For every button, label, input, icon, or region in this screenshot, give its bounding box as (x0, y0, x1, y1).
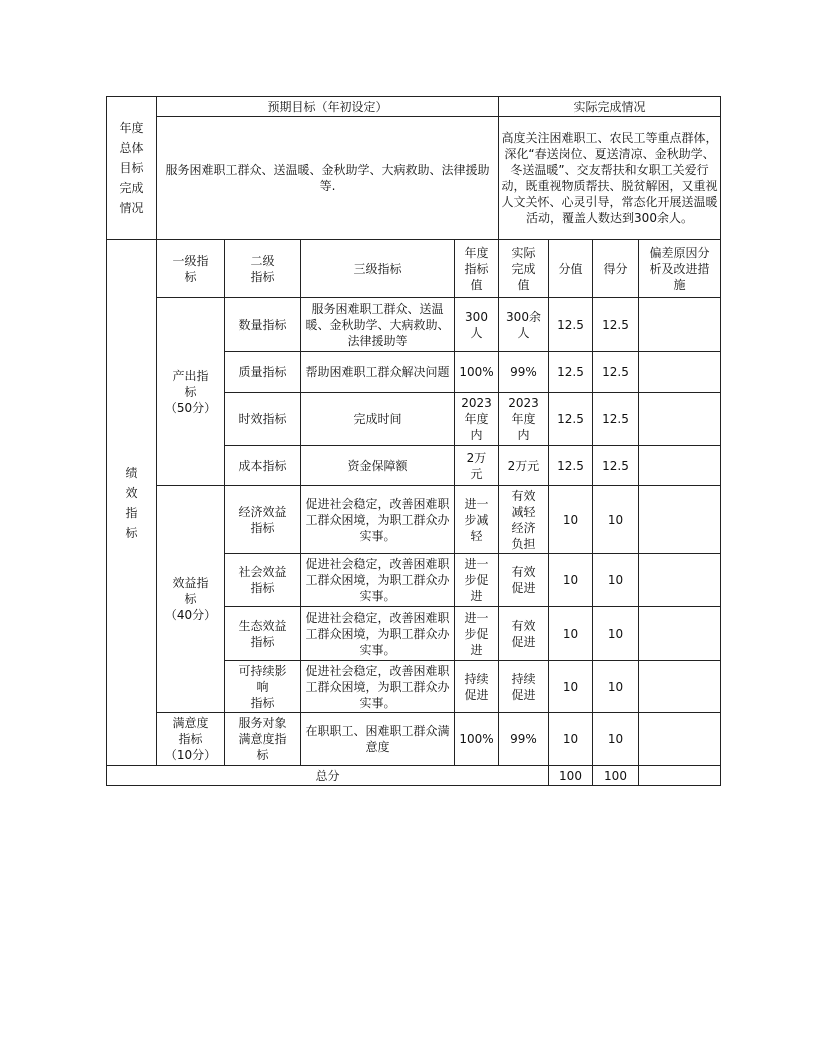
target-cell: 2万 元 (455, 446, 499, 486)
target-cell: 进一 步促 进 (455, 554, 499, 607)
got-cell: 10 (593, 661, 639, 713)
actual-cell: 持续 促进 (499, 661, 549, 713)
level2-cell: 成本指标 (225, 446, 301, 486)
target-cell: 持续 促进 (455, 661, 499, 713)
note-cell (639, 298, 721, 352)
expected-goal-header: 预期目标（年初设定） (157, 97, 499, 117)
level3-cell: 完成时间 (301, 393, 455, 446)
column-header: 得分 (593, 240, 639, 298)
group-label-satisfaction: 满意度 指标 （10分） (157, 713, 225, 766)
actual-cell: 99% (499, 713, 549, 766)
level2-cell: 社会效益 指标 (225, 554, 301, 607)
level2-cell: 可持续影 响 指标 (225, 661, 301, 713)
level3-cell: 资金保障额 (301, 446, 455, 486)
got-cell: 10 (593, 713, 639, 766)
total-score: 100 (549, 766, 593, 786)
score-cell: 10 (549, 713, 593, 766)
got-cell: 10 (593, 607, 639, 661)
total-note (639, 766, 721, 786)
actual-cell: 2023 年度 内 (499, 393, 549, 446)
note-cell (639, 446, 721, 486)
level2-cell: 生态效益 指标 (225, 607, 301, 661)
score-cell: 12.5 (549, 352, 593, 393)
group-label-benefit: 效益指 标 （40分） (157, 486, 225, 713)
column-header: 二级 指标 (225, 240, 301, 298)
table-row (107, 298, 721, 352)
level2-cell: 数量指标 (225, 298, 301, 352)
note-cell (639, 607, 721, 661)
target-cell: 进一 步促 进 (455, 607, 499, 661)
section-label: 绩 效 指 标 (107, 240, 157, 766)
level3-cell: 促进社会稳定，改善困难职工群众困境，为职工群众办实事。 (301, 486, 455, 554)
note-cell (639, 713, 721, 766)
actual-completion-header: 实际完成情况 (499, 97, 721, 117)
column-header: 偏差原因分 析及改进措 施 (639, 240, 721, 298)
got-cell: 12.5 (593, 393, 639, 446)
actual-cell: 有效 促进 (499, 554, 549, 607)
score-cell: 12.5 (549, 393, 593, 446)
target-cell: 300 人 (455, 298, 499, 352)
level2-cell: 经济效益 指标 (225, 486, 301, 554)
actual-completion-text: 高度关注困难职工、农民工等重点群体，深化“春送岗位、夏送清凉、金秋助学、冬送温暖”、交友帮扶和女职工关爱行动，既重视物质帮扶、脱贫解困，又重视人文关怀、心灵引导，常态化开展送温暖活动，覆盖人数达到300余人。 (499, 117, 721, 240)
annual-goal-label: 年度 总体 目标 完成 情况 (107, 97, 157, 240)
expected-goal-text: 服务困难职工群众、送温暖、金秋助学、大病救助、法律援助等. (157, 117, 499, 240)
level3-cell: 促进社会稳定，改善困难职工群众困境，为职工群众办实事。 (301, 554, 455, 607)
got-cell: 10 (593, 486, 639, 554)
level3-cell: 帮助困难职工群众解决问题 (301, 352, 455, 393)
group-label-output: 产出指 标 （50分） (157, 298, 225, 486)
score-cell: 10 (549, 554, 593, 607)
got-cell: 12.5 (593, 298, 639, 352)
score-cell: 10 (549, 607, 593, 661)
note-cell (639, 486, 721, 554)
total-row (107, 766, 721, 786)
table-row (107, 713, 721, 766)
table-row (107, 486, 721, 554)
level2-cell: 服务对象 满意度指 标 (225, 713, 301, 766)
target-cell: 进一 步减 轻 (455, 486, 499, 554)
performance-table (106, 96, 721, 786)
column-header: 实际 完成 值 (499, 240, 549, 298)
note-cell (639, 554, 721, 607)
level3-cell: 服务困难职工群众、送温暖、金秋助学、大病救助、法律援助等 (301, 298, 455, 352)
target-cell: 2023 年度 内 (455, 393, 499, 446)
total-label: 总分 (107, 766, 549, 786)
level2-cell: 质量指标 (225, 352, 301, 393)
got-cell: 12.5 (593, 352, 639, 393)
target-cell: 100% (455, 713, 499, 766)
score-cell: 10 (549, 661, 593, 713)
score-cell: 12.5 (549, 298, 593, 352)
level3-cell: 促进社会稳定，改善困难职工群众困境，为职工群众办实事。 (301, 661, 455, 713)
target-cell: 100% (455, 352, 499, 393)
note-cell (639, 393, 721, 446)
level3-cell: 在职职工、困难职工群众满意度 (301, 713, 455, 766)
actual-cell: 2万元 (499, 446, 549, 486)
score-cell: 12.5 (549, 446, 593, 486)
level3-cell: 促进社会稳定，改善困难职工群众困境，为职工群众办实事。 (301, 607, 455, 661)
score-cell: 10 (549, 486, 593, 554)
got-cell: 12.5 (593, 446, 639, 486)
actual-cell: 300余 人 (499, 298, 549, 352)
total-got: 100 (593, 766, 639, 786)
column-header: 三级指标 (301, 240, 455, 298)
actual-cell: 有效 减轻 经济 负担 (499, 486, 549, 554)
got-cell: 10 (593, 554, 639, 607)
level2-cell: 时效指标 (225, 393, 301, 446)
column-header: 年度 指标 值 (455, 240, 499, 298)
column-header: 分值 (549, 240, 593, 298)
note-cell (639, 661, 721, 713)
actual-cell: 99% (499, 352, 549, 393)
actual-cell: 有效 促进 (499, 607, 549, 661)
column-header: 一级指 标 (157, 240, 225, 298)
note-cell (639, 352, 721, 393)
